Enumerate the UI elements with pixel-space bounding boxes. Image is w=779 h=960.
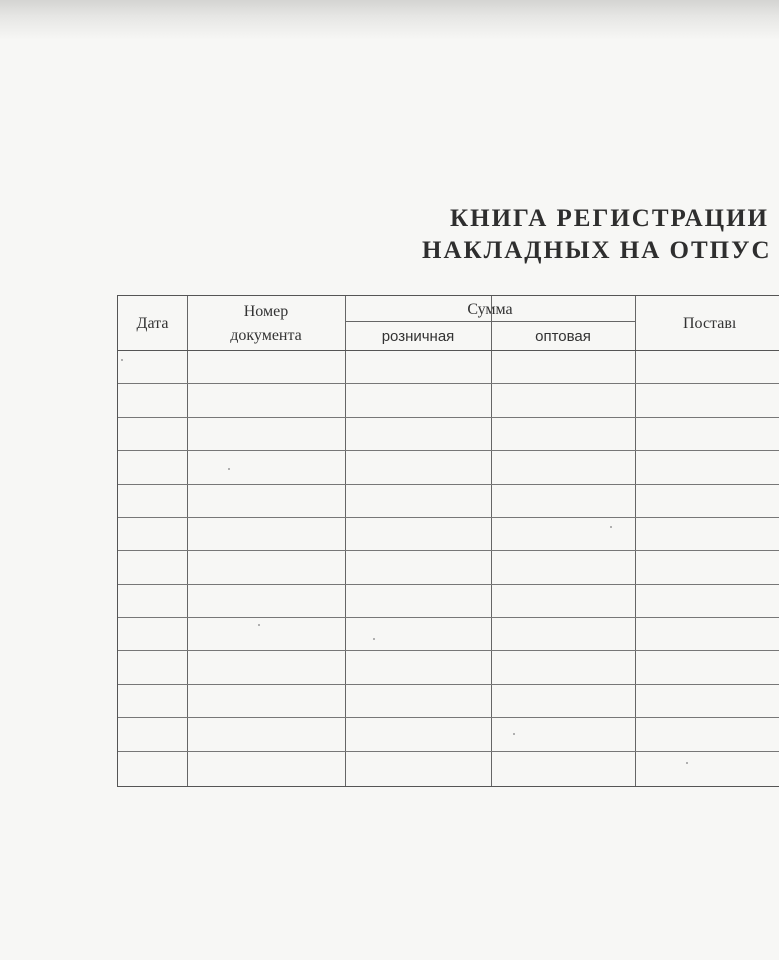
scan-speck: [258, 624, 260, 626]
table-row: [118, 617, 779, 618]
sum-subheader-divider: [345, 321, 635, 322]
table-row: [118, 550, 779, 551]
column-divider: [187, 296, 188, 786]
scan-speck: [121, 359, 123, 361]
header-sum-wholesale: оптовая: [535, 328, 591, 345]
header-date: Дата: [136, 315, 169, 332]
table-row: [118, 684, 779, 685]
header-sum: Сумма: [467, 301, 513, 318]
table-row: [118, 650, 779, 651]
page-title-line-1: КНИГА РЕГИСТРАЦИИ: [450, 205, 769, 232]
page-title-line-2: НАКЛАДНЫХ НА ОТПУС: [422, 237, 772, 264]
header-bottom-line: [118, 350, 779, 351]
header-doc-number-line2: документа: [230, 327, 302, 344]
column-divider: [491, 296, 492, 786]
table-row: [118, 751, 779, 752]
table-row: [118, 383, 779, 384]
scan-edge-shadow: [0, 0, 779, 40]
scan-speck: [373, 638, 375, 640]
register-table: [117, 295, 779, 787]
table-row: [118, 450, 779, 451]
table-row: [118, 417, 779, 418]
scan-speck: [610, 526, 612, 528]
scan-speck: [513, 733, 515, 735]
scan-speck: [686, 762, 688, 764]
scan-speck: [228, 468, 230, 470]
header-supplier: Поставı: [683, 315, 737, 332]
table-row: [118, 484, 779, 485]
table-row: [118, 717, 779, 718]
table-row: [118, 584, 779, 585]
header-sum-retail: розничная: [381, 328, 455, 345]
column-divider: [345, 296, 346, 786]
table-row: [118, 517, 779, 518]
header-doc-number-line1: Номер: [243, 303, 289, 320]
column-divider: [635, 296, 636, 786]
